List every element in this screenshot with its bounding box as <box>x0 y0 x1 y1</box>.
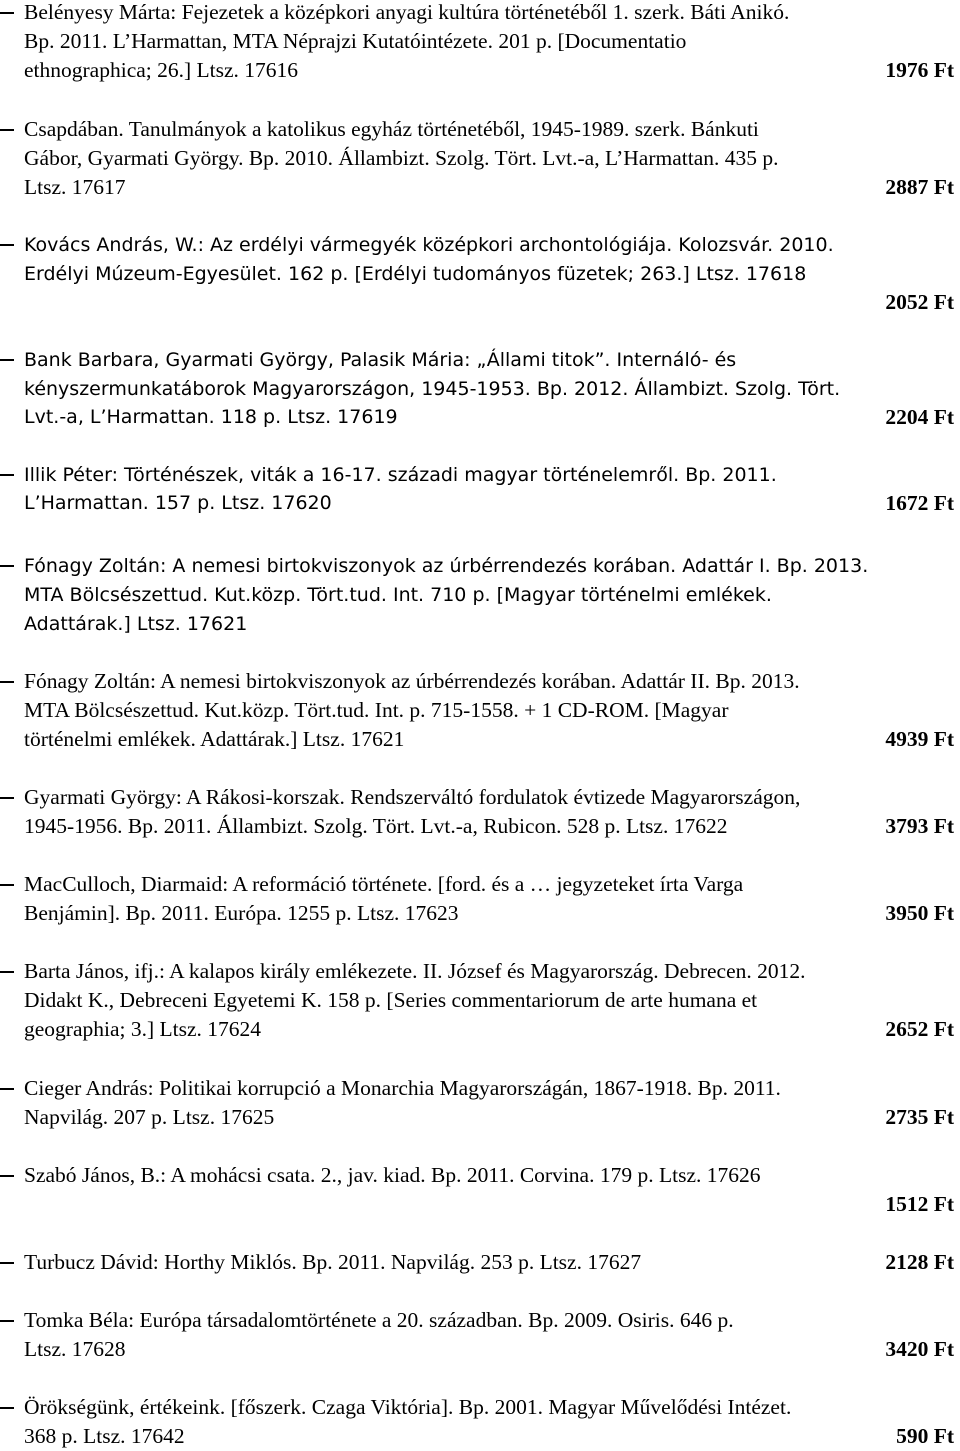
entry-text-line: Kovács András, W.: Az erdélyi vármegyék középkori archontológiája. Kolozsvár. 2010. <box>24 234 834 256</box>
entry-body <box>24 230 954 317</box>
entry-text-line: Ltsz. 17628 <box>24 1337 126 1361</box>
entry-text-line: Bank Barbara, Gyarmati György, Palasik Mária: „Állami titok”. Internáló- és <box>24 349 737 371</box>
price-label: 2052 Ft <box>885 290 954 314</box>
dash-bullet-icon <box>0 129 14 131</box>
price-label: 4939 Ft <box>885 727 954 751</box>
entry-text-line: Didakt K., Debreceni Egyetemi K. 158 p. [Series commentariorum de arte humana et <box>24 988 758 1012</box>
entry-text-line: Fónagy Zoltán: A nemesi birtokviszonyok az úrbérrendezés korában. Adattár II. Bp. 2013. <box>24 669 800 693</box>
dash-bullet-icon <box>0 359 14 361</box>
entry-text-line: MTA Bölcsészettud. Kut.közp. Tört.tud. Int. p. 715-1558. + 1 CD-ROM. [Magyar <box>24 698 729 722</box>
price-label: 3793 Ft <box>885 814 954 838</box>
entry-text-line: MacCulloch, Diarmaid: A reformáció története. [ford. és a … jegyzeteket írta Varga <box>24 872 744 896</box>
price-label: 2652 Ft <box>885 1017 954 1041</box>
price-label: 2204 Ft <box>885 405 954 429</box>
entry-text-line: Lvt.-a, L’Harmattan. 118 p. Ltsz. 17619 <box>24 406 398 428</box>
dash-bullet-icon <box>0 1088 14 1090</box>
price-label: 2128 Ft <box>885 1250 954 1274</box>
entry-text-line: Örökségünk, értékeink. [főszerk. Czaga Viktória]. Bp. 2001. Magyar Művelődési Intézet. <box>24 1395 792 1419</box>
entry-text-line: ethnographica; 26.] Ltsz. 17616 <box>24 58 299 82</box>
entry-text-line: Gábor, Gyarmati György. Bp. 2010. Állambizt. Szolg. Tört. Lvt.-a, L’Harmattan. 435 p. <box>24 146 779 170</box>
price-label: 590 Ft <box>896 1424 954 1448</box>
dash-bullet-icon <box>0 681 14 683</box>
dash-bullet-icon <box>0 797 14 799</box>
entry-text-line: Belényesy Márta: Fejezetek a középkori anyagi kultúra történetéből 1. szerk. Báti Anikó. <box>24 0 790 24</box>
price-label: 2735 Ft <box>885 1105 954 1129</box>
entry-body <box>24 1248 954 1277</box>
dash-bullet-icon <box>0 565 14 567</box>
entry-body <box>24 870 954 928</box>
entry-body <box>24 345 954 432</box>
entry-text-line: történelmi emlékek. Adattárak.] Ltsz. 17621 <box>24 727 405 751</box>
entry-text-line: Csapdában. Tanulmányok a katolikus egyház történetéből, 1945-1989. szerk. Bánkuti <box>24 117 759 141</box>
entry-text-line: L’Harmattan. 157 p. Ltsz. 17620 <box>24 492 332 514</box>
price-label: 1976 Ft <box>885 58 954 82</box>
entry-text-line: geographia; 3.] Ltsz. 17624 <box>24 1017 262 1041</box>
dash-bullet-icon <box>0 1407 14 1409</box>
entry-body <box>24 1074 954 1132</box>
entry-text-line: Turbucz Dávid: Horthy Miklós. Bp. 2011. Napvilág. 253 p. Ltsz. 17627 <box>24 1250 642 1274</box>
entry-body <box>24 783 954 841</box>
dash-bullet-icon <box>0 244 14 246</box>
entry-body <box>24 1306 954 1364</box>
entry-text-line: Barta János, ifj.: A kalapos király emlékezete. II. József és Magyarország. Debrecen. 2012. <box>24 959 806 983</box>
dash-bullet-icon <box>0 474 14 476</box>
entry-text-line: Szabó János, B.: A mohácsi csata. 2., jav. kiad. Bp. 2011. Corvina. 179 p. Ltsz. 17626 <box>24 1163 761 1187</box>
entry-text-line: Bp. 2011. L’Harmattan, MTA Néprajzi Kutatóintézete. 201 p. [Documentatio <box>24 29 687 53</box>
entry-body <box>24 667 954 754</box>
dash-bullet-icon <box>0 884 14 886</box>
price-label: 1672 Ft <box>885 491 954 515</box>
entry-body <box>24 551 954 638</box>
entry-body <box>24 0 954 85</box>
price-label: 3420 Ft <box>885 1337 954 1361</box>
entry-text-line: 368 p. Ltsz. 17642 <box>24 1424 185 1448</box>
entry-body <box>24 460 954 518</box>
entry-text-line: Benjámin]. Bp. 2011. Európa. 1255 p. Ltsz. 17623 <box>24 901 459 925</box>
entry-body <box>24 115 954 202</box>
entry-text-line: Gyarmati György: A Rákosi-korszak. Rendszerváltó fordulatok évtizede Magyarországon, <box>24 785 801 809</box>
price-label: 2887 Ft <box>885 175 954 199</box>
entry-text-line: Fónagy Zoltán: A nemesi birtokviszonyok az úrbérrendezés korában. Adattár I. Bp. 2013. <box>24 555 869 577</box>
dash-bullet-icon <box>0 1262 14 1264</box>
entry-text-line: kényszermunkatáborok Magyarországon, 1945-1953. Bp. 2012. Állambizt. Szolg. Tört. <box>24 378 841 400</box>
entry-text-line: Tomka Béla: Európa társadalomtörténete a 20. században. Bp. 2009. Osiris. 646 p. <box>24 1308 734 1332</box>
entry-text-line: Illik Péter: Történészek, viták a 16-17. századi magyar történelemről. Bp. 2011. <box>24 464 777 486</box>
entry-text-line: Erdélyi Múzeum-Egyesület. 162 p. [Erdélyi tudományos füzetek; 263.] Ltsz. 17618 <box>24 263 807 285</box>
price-label: 3950 Ft <box>885 901 954 925</box>
entry-body <box>24 1393 954 1451</box>
entry-text-line: MTA Bölcsészettud. Kut.közp. Tört.tud. Int. 710 p. [Magyar történelmi emlékek. <box>24 584 772 606</box>
entry-text-line: Adattárak.] Ltsz. 17621 <box>24 613 248 635</box>
dash-bullet-icon <box>0 1320 14 1322</box>
dash-bullet-icon <box>0 12 14 14</box>
dash-bullet-icon <box>0 1175 14 1177</box>
entry-body <box>24 1161 954 1219</box>
entry-body <box>24 957 954 1044</box>
entry-text-line: Napvilág. 207 p. Ltsz. 17625 <box>24 1105 275 1129</box>
entry-text-line: 1945-1956. Bp. 2011. Állambizt. Szolg. Tört. Lvt.-a, Rubicon. 528 p. Ltsz. 17622 <box>24 814 728 838</box>
entry-text-line: Cieger András: Politikai korrupció a Monarchia Magyarországán, 1867-1918. Bp. 2011. <box>24 1076 781 1100</box>
price-label: 1512 Ft <box>885 1192 954 1216</box>
entry-text-line: Ltsz. 17617 <box>24 175 126 199</box>
dash-bullet-icon <box>0 971 14 973</box>
